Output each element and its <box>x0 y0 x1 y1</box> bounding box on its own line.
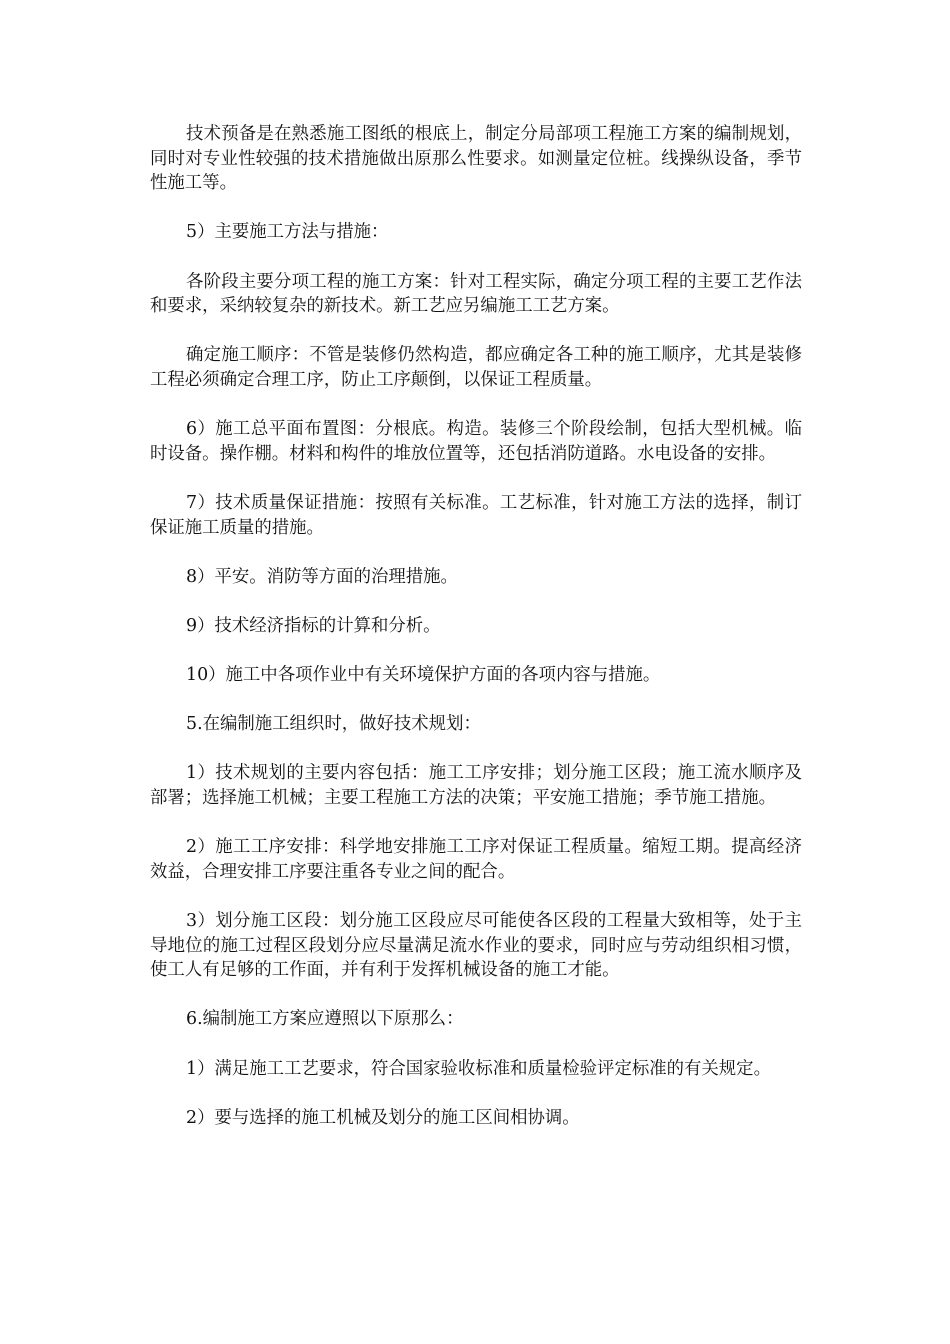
paragraph-economic-indicators: 9）技术经济指标的计算和分析。 <box>186 615 441 636</box>
heading-technical-planning: 5.在编制施工组织时，做好技术规划： <box>186 714 481 735</box>
heading-scheme-principles: 6.编制施工方案应遵照以下原那么： <box>186 1009 464 1030</box>
paragraph-section-division: 3）划分施工区段：划分施工区段应尽可能使各区段的工程量大致相等，处于主导地位的施工过程区段划分应尽量满足流水作业的要求，同时应与劳动组织相习惯，使工人有足够的工作面，并有利于发挥机械设备的施工才能。 <box>150 911 802 981</box>
document-page <box>150 122 802 1155</box>
paragraph-principle-1: 1）满足施工工艺要求，符合国家验收标准和质量检验评定标准的有关规定。 <box>186 1058 771 1079</box>
paragraph-process-arrangement: 2）施工工序安排：科学地安排施工工序对保证工程质量。缩短工期。提高经济效益，合理安排工序要注重各专业之间的配合。 <box>150 837 802 882</box>
paragraph-construction-sequence: 确定施工顺序：不管是装修仍然构造，都应确定各工种的施工顺序，尤其是装修工程必须确定合理工序，防止工序颠倒，以保证工程质量。 <box>150 345 802 390</box>
paragraph-planning-content: 1）技术规划的主要内容包括：施工工序安排；划分施工区段；施工流水顺序及部署；选择施工机械；主要工程施工方法的决策；平安施工措施；季节施工措施。 <box>150 763 802 809</box>
paragraph-quality-measures: 7）技术质量保证措施：按照有关标准。工艺标准，针对施工方法的选择，制订保证施工质量的措施。 <box>150 492 802 538</box>
heading-main-methods: 5）主要施工方法与措施： <box>186 222 389 243</box>
paragraph-principle-2: 2）要与选择的施工机械及划分的施工区间相协调。 <box>186 1107 580 1128</box>
paragraph-technical-preparation: 技术预备是在熟悉施工图纸的根底上，制定分局部项工程施工方案的编制规划，同时对专业性较强的技术措施做出原那么性要求。如测量定位桩。线操纵设备，季节性施工等。 <box>150 124 802 194</box>
paragraph-site-layout: 6）施工总平面布置图：分根底。构造。装修三个阶段绘制，包括大型机械。临时设备。操作棚。材料和构件的堆放位置等，还包括消防道路。水电设备的安排。 <box>150 419 802 464</box>
paragraph-construction-scheme: 各阶段主要分项工程的施工方案：针对工程实际，确定分项工程的主要工艺作法和要求，采纳较复杂的新技术。新工艺应另编施工工艺方案。 <box>150 271 802 317</box>
paragraph-safety-measures: 8）平安。消防等方面的治理措施。 <box>186 566 458 587</box>
paragraph-environmental-protection: 10）施工中各项作业中有关环境保护方面的各项内容与措施。 <box>186 665 661 686</box>
